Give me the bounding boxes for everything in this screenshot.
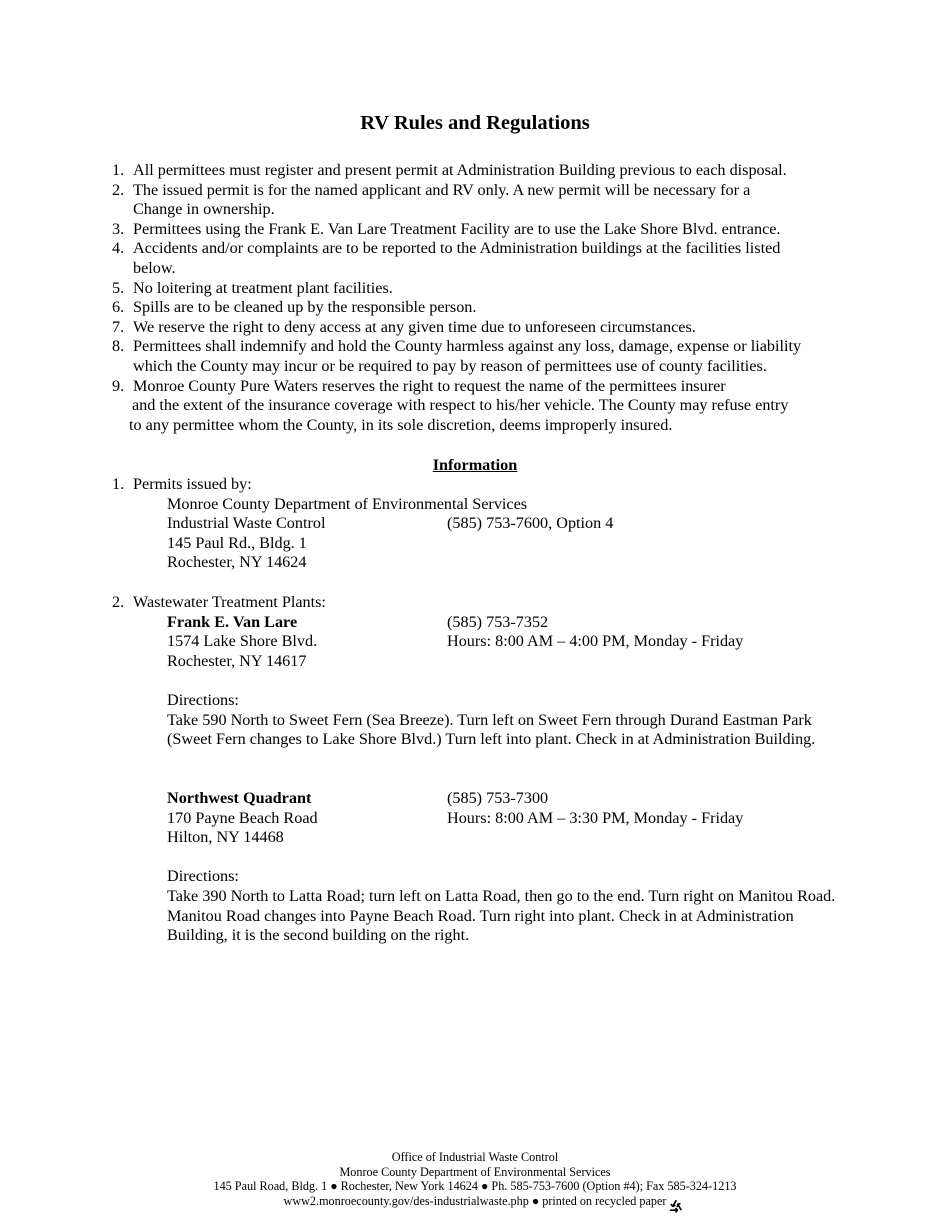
vanlare-address-line1: 1574 Lake Shore Blvd.: [167, 632, 318, 651]
footer-website: www2.monroecounty.gov/des-industrialwaste.php ● printed on recycled paper: [283, 1193, 667, 1208]
rule-line: We reserve the right to deny access at any given time due to unforeseen circumstances.: [133, 317, 696, 336]
rule-number: 2.: [112, 180, 125, 199]
permits-department: Monroe County Department of Environmental Services: [167, 494, 528, 513]
vanlare-directions-label: Directions:: [167, 691, 239, 709]
plants-label: Wastewater Treatment Plants:: [133, 593, 326, 611]
northwest-directions: Take 390 North to Latta Road; turn left on Latta Road, then go to the end. Turn right on Manitou Road. Manitou Road changes into Payne Beach Road. Turn right into plant. Check in at Administration Building, it is the second building on the right.: [167, 887, 836, 945]
northwest-phone: (585) 753-7300: [447, 789, 549, 807]
northwest-address-line2: Hilton, NY 14468: [167, 828, 284, 847]
footer-office: Office of Industrial Waste Control: [391, 1150, 559, 1164]
rule-line: Permittees shall indemnify and hold the County harmless against any loss, damage, expense or liability: [133, 337, 802, 356]
vanlare-name: Frank E. Van Lare: [167, 612, 298, 631]
rule-line: Accidents and/or complaints are to be reported to the Administration buildings at the facilities listed: [133, 239, 781, 258]
rule-line: Permittees using the Frank E. Van Lare Treatment Facility are to use the Lake Shore Blvd. entrance.: [133, 219, 781, 238]
permits-address-line1: 145 Paul Rd., Bldg. 1: [167, 533, 307, 552]
rule-number: 6.: [112, 298, 125, 317]
permits-address-line2: Rochester, NY 14624: [167, 553, 307, 572]
footer-address: 145 Paul Road, Bldg. 1 ● Rochester, New York 14624 ● Ph. 585-753-7600 (Option #4); Fax 585-324-1213: [213, 1179, 737, 1194]
rule-item: [0, 318, 950, 338]
rule-text: [133, 279, 848, 299]
vanlare-address-line2: Rochester, NY 14617: [167, 651, 307, 670]
permits-label: Permits issued by:: [133, 475, 252, 493]
rule-line: Spills are to be cleaned up by the responsible person.: [133, 298, 477, 317]
rule-line: to any permittee whom the County, in its sole discretion, deems improperly insured.: [129, 415, 673, 434]
rule-number: 1.: [112, 161, 125, 179]
rule-line: Change in ownership.: [133, 200, 275, 219]
rule-item: [0, 181, 950, 220]
rule-line: The issued permit is for the named applicant and RV only. A new permit will be necessary for a: [133, 180, 751, 199]
rule-item: [0, 220, 950, 240]
rule-item: [0, 298, 950, 318]
rule-text: [133, 181, 848, 220]
rule-number: 3.: [112, 219, 125, 238]
rule-text: [133, 239, 848, 278]
footer: [0, 1150, 950, 1208]
footer-department: Monroe County Department of Environmental Services: [339, 1164, 611, 1179]
rule-text: [129, 376, 789, 436]
rule-number: 9.: [112, 376, 125, 395]
rules-list: [0, 161, 950, 435]
rule-text: [133, 161, 848, 181]
rule-line: below.: [133, 258, 176, 277]
northwest-address-line1: 170 Payne Beach Road: [167, 808, 318, 827]
northwest-directions-label: Directions:: [167, 867, 239, 886]
rule-item: [0, 337, 950, 376]
rule-line: which the County may incur or be required to pay by reason of permittees use of county facilities.: [133, 356, 767, 375]
recycle-icon: [667, 1198, 685, 1216]
information-heading: Information: [432, 456, 518, 474]
northwest-name: Northwest Quadrant: [167, 789, 312, 807]
rule-number: 4.: [112, 239, 125, 258]
permits-phone: (585) 753-7600, Option 4: [447, 514, 614, 533]
rule-line: and the extent of the insurance coverage with respect to his/her vehicle. The County may refuse entry: [132, 396, 789, 415]
rule-line: Monroe County Pure Waters reserves the right to request the name of the permittees insurer: [133, 376, 726, 395]
rule-item: [0, 377, 950, 436]
rule-line: All permittees must register and present permit at Administration Building previous to each disposal.: [133, 161, 787, 179]
plants-number: 2.: [112, 593, 125, 611]
rule-text: [133, 318, 848, 338]
permits-office: Industrial Waste Control: [167, 514, 326, 533]
northwest-hours: Hours: 8:00 AM – 3:30 PM, Monday - Friday: [447, 808, 744, 827]
rule-number: 5.: [112, 278, 125, 297]
rule-item: [0, 239, 950, 278]
rule-text: [133, 337, 848, 376]
rule-text: [133, 298, 848, 318]
vanlare-directions: Take 590 North to Sweet Fern (Sea Breeze). Turn left on Sweet Fern through Durand Eastman Park (Sweet Fern changes to Lake Shore Blvd.) Turn left into plant. Check in at Administration Building.: [167, 710, 816, 749]
rule-item: [0, 279, 950, 299]
rule-item: [0, 161, 950, 181]
vanlare-phone: (585) 753-7352: [447, 612, 549, 631]
rule-number: 8.: [112, 337, 125, 356]
permits-number: 1.: [112, 475, 125, 493]
rule-line: No loitering at treatment plant facilities.: [133, 278, 393, 297]
page-title: RV Rules and Regulations: [360, 112, 590, 134]
vanlare-hours: Hours: 8:00 AM – 4:00 PM, Monday - Friday: [447, 632, 744, 651]
rule-text: [133, 220, 848, 240]
rule-number: 7.: [112, 317, 125, 336]
